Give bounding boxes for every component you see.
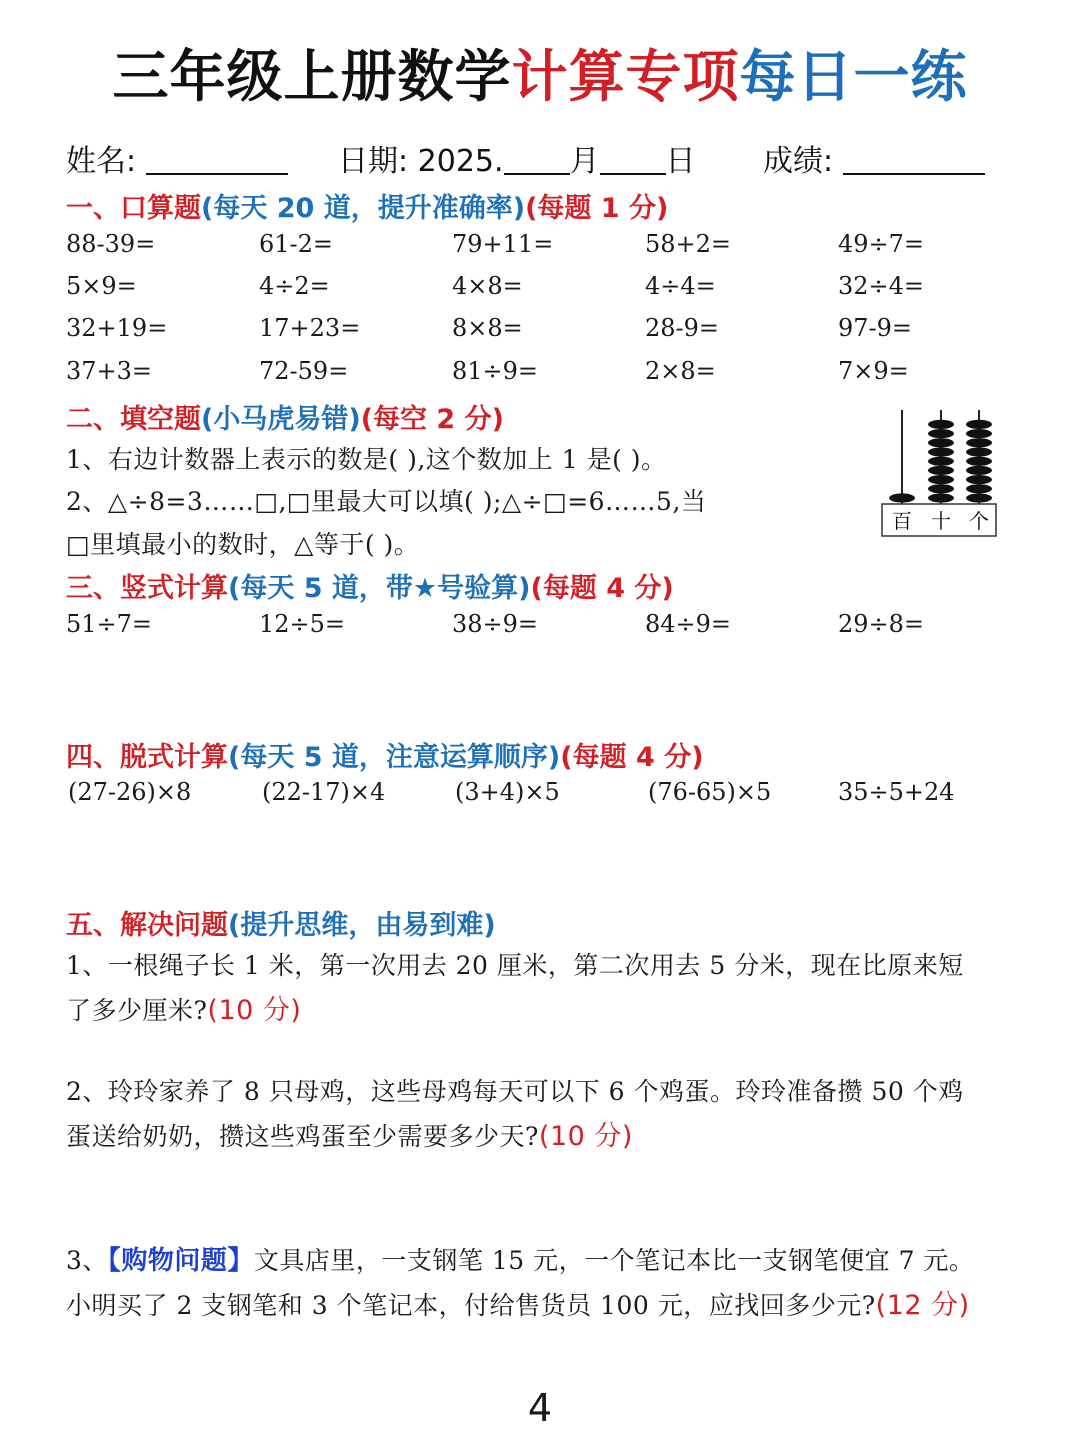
step-calc-row bbox=[66, 778, 1066, 818]
oral-item: 97-9= bbox=[838, 314, 913, 342]
oral-item: 79+11= bbox=[452, 230, 554, 258]
oral-item: 58+2= bbox=[645, 230, 732, 258]
problem-1-text: 了多少厘米? bbox=[66, 996, 208, 1025]
section-3-note: (每天 5 道，带★号验算) bbox=[228, 573, 531, 604]
section-1-title: 一、口算题 bbox=[66, 193, 201, 224]
oral-item: 4×8= bbox=[452, 272, 523, 300]
abacus-bead-tens bbox=[928, 420, 954, 429]
section-5-title: 五、解决问题 bbox=[66, 910, 228, 941]
page-title bbox=[0, 38, 1080, 118]
oral-item: 2×8= bbox=[645, 357, 716, 385]
vertical-calc-item: 29÷8= bbox=[838, 610, 925, 638]
abacus-bead-ones bbox=[966, 475, 992, 484]
problem-2-line-2 bbox=[66, 1114, 633, 1153]
oral-item: 61-2= bbox=[259, 230, 334, 258]
problem-3-text-2: 小明买了 2 支钢笔和 3 个笔记本，付给售货员 100 元，应找回多少元? bbox=[66, 1291, 876, 1320]
oral-item: 8×8= bbox=[452, 314, 523, 342]
abacus-label-hundreds: 百 bbox=[892, 509, 912, 533]
date-label: 日期: 2025. bbox=[338, 144, 504, 179]
abacus-bead-hundreds bbox=[889, 493, 915, 502]
problem-3-line-1 bbox=[66, 1240, 974, 1277]
fill-question-2-cont: □里填最小的数时，△等于( )。 bbox=[66, 530, 420, 559]
step-calc-item: (22-17)×4 bbox=[262, 778, 386, 806]
problem-1-score: (10 分) bbox=[207, 995, 302, 1026]
problem-3-text-1: 文具店里，一支钢笔 15 元，一个笔记本比一支钢笔便宜 7 元。 bbox=[253, 1246, 975, 1275]
title-part-1: 三年级上册数学 bbox=[112, 45, 512, 110]
oral-item: 4÷4= bbox=[645, 272, 716, 300]
section-1-points: (每题 1 分) bbox=[525, 193, 669, 224]
fill-question-2: 2、△÷8=3……□,□里最大可以填( );△÷□=6……5,当 bbox=[66, 487, 707, 516]
oral-item: 32÷4= bbox=[838, 272, 925, 300]
step-calc-item: (3+4)×5 bbox=[455, 778, 560, 806]
score-label: 成绩: bbox=[763, 144, 834, 179]
problem-3-line-2 bbox=[66, 1283, 970, 1322]
vertical-calc-item: 84÷9= bbox=[645, 610, 732, 638]
section-2-note: (小马虎易错) bbox=[201, 404, 361, 435]
section-4-title: 四、脱式计算 bbox=[66, 742, 228, 773]
day-label: 日 bbox=[665, 144, 696, 179]
vertical-calc-item: 12÷5= bbox=[259, 610, 346, 638]
vertical-calc-row bbox=[66, 610, 1066, 650]
problem-2-text: 蛋送给奶奶，攒这些鸡蛋至少需要多少天? bbox=[66, 1122, 539, 1151]
abacus-bead-ones bbox=[966, 429, 992, 438]
oral-item: 88-39= bbox=[66, 230, 156, 258]
problem-2-line-1: 2、玲玲家养了 8 只母鸡，这些母鸡每天可以下 6 个鸡蛋。玲玲准备攒 50 个鸡 bbox=[66, 1077, 964, 1106]
abacus-bead-ones bbox=[966, 457, 992, 466]
oral-row bbox=[66, 230, 1066, 270]
problem-3-tag: 【购物问题】 bbox=[107, 1246, 254, 1276]
page-number: 4 bbox=[527, 1386, 553, 1430]
oral-item: 5×9= bbox=[66, 272, 137, 300]
oral-item: 7×9= bbox=[838, 357, 909, 385]
vertical-calc-item: 51÷7= bbox=[66, 610, 153, 638]
name-blank[interactable] bbox=[146, 143, 288, 175]
abacus-bead-ones bbox=[966, 438, 992, 447]
abacus-beads bbox=[889, 410, 992, 504]
problem-3-score: (12 分) bbox=[875, 1290, 970, 1321]
abacus-bead-tens bbox=[928, 438, 954, 447]
name-label: 姓名: bbox=[66, 144, 137, 179]
abacus-bead-tens bbox=[928, 466, 954, 475]
abacus-bead-tens bbox=[928, 484, 954, 493]
abacus-bead-ones bbox=[966, 493, 992, 502]
section-5-heading bbox=[66, 903, 496, 942]
abacus-bead-tens bbox=[928, 493, 954, 502]
oral-row bbox=[66, 272, 1066, 312]
oral-item: 4÷2= bbox=[259, 272, 330, 300]
problem-2-score: (10 分) bbox=[538, 1121, 633, 1152]
section-3-title: 三、竖式计算 bbox=[66, 573, 228, 604]
section-2-heading bbox=[66, 397, 504, 436]
abacus-bead-tens bbox=[928, 457, 954, 466]
step-calc-item: 35÷5+24 bbox=[838, 778, 955, 806]
abacus-label-tens: 十 bbox=[931, 509, 951, 533]
section-2-title: 二、填空题 bbox=[66, 404, 201, 435]
section-4-note: (每天 5 道，注意运算顺序) bbox=[228, 742, 561, 773]
step-calc-item: (27-26)×8 bbox=[68, 778, 192, 806]
oral-row bbox=[66, 357, 1066, 397]
section-2-points: (每空 2 分) bbox=[360, 404, 504, 435]
oral-item: 28-9= bbox=[645, 314, 720, 342]
abacus-bead-ones bbox=[966, 466, 992, 475]
abacus-label-ones: 个 bbox=[969, 509, 989, 533]
problem-1-line-2 bbox=[66, 988, 301, 1027]
abacus-bead-tens bbox=[928, 447, 954, 456]
abacus-bead-ones bbox=[966, 484, 992, 493]
abacus-bead-tens bbox=[928, 429, 954, 438]
day-blank[interactable] bbox=[600, 143, 666, 175]
oral-item: 81÷9= bbox=[452, 357, 539, 385]
section-1-heading bbox=[66, 186, 668, 225]
fill-question-1: 1、右边计数器上表示的数是( ),这个数加上 1 是( )。 bbox=[66, 445, 667, 474]
month-label: 月 bbox=[569, 144, 600, 179]
abacus-bead-ones bbox=[966, 420, 992, 429]
oral-item: 72-59= bbox=[259, 357, 349, 385]
oral-row bbox=[66, 314, 1066, 354]
oral-item: 17+23= bbox=[259, 314, 361, 342]
abacus-image bbox=[880, 408, 1000, 540]
problem-1-line-1: 1、一根绳子长 1 米，第一次用去 20 厘米，第二次用去 5 分米，现在比原来短 bbox=[66, 951, 964, 980]
oral-item: 37+3= bbox=[66, 357, 153, 385]
section-5-note: (提升思维，由易到难) bbox=[228, 910, 496, 941]
step-calc-item: (76-65)×5 bbox=[648, 778, 772, 806]
section-3-points: (每题 4 分) bbox=[530, 573, 674, 604]
score-blank[interactable] bbox=[843, 143, 985, 175]
problem-3-prefix: 3、 bbox=[66, 1246, 108, 1275]
abacus-bead-ones bbox=[966, 447, 992, 456]
title-part-2: 计算专项 bbox=[511, 45, 740, 110]
vertical-calc-item: 38÷9= bbox=[452, 610, 539, 638]
section-4-points: (每题 4 分) bbox=[560, 742, 704, 773]
abacus-bead-tens bbox=[928, 475, 954, 484]
section-3-heading bbox=[66, 566, 674, 605]
oral-item: 49÷7= bbox=[838, 230, 925, 258]
section-1-note: (每天 20 道，提升准确率) bbox=[201, 193, 526, 224]
month-blank[interactable] bbox=[504, 143, 570, 175]
section-4-heading bbox=[66, 735, 704, 774]
title-part-3: 每日一练 bbox=[739, 45, 968, 110]
oral-item: 32+19= bbox=[66, 314, 168, 342]
student-info-line bbox=[66, 136, 1016, 180]
